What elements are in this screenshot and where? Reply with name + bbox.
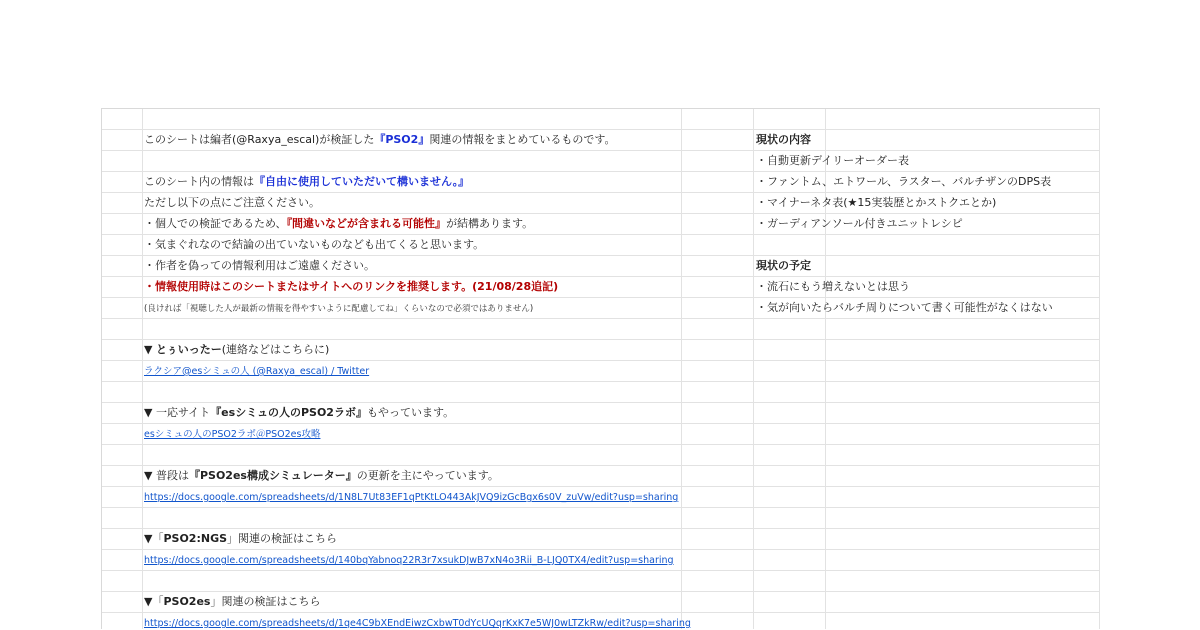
- sheet-cell[interactable]: [682, 193, 754, 213]
- cell-text-segment: 現状の内容: [756, 133, 811, 146]
- cell-text-segment: 現状の予定: [756, 259, 811, 272]
- sheet-cell[interactable]: [102, 319, 143, 339]
- sheet-cell[interactable]: [826, 487, 1100, 507]
- sheet-row: [102, 298, 1100, 319]
- sheet-cell[interactable]: [826, 445, 1100, 465]
- cell-text-segment: ・ファントム、エトワール、ラスター、バルチザンのDPS表: [756, 175, 1052, 188]
- cell-text-segment: PSO2:NGS: [163, 532, 228, 545]
- cell-text-segment: ▼: [144, 343, 156, 356]
- cell-text-segment: ただし以下の点にご注意ください。: [144, 196, 320, 209]
- sheet-row: [102, 256, 1100, 277]
- sheet-cell[interactable]: [102, 361, 143, 381]
- sheet-cell[interactable]: [682, 214, 754, 234]
- sheet-row: [102, 508, 1100, 529]
- cell-text-segment: ・情報使用時はこのシートまたはサイトへのリンクを推奨します。(21/08/28追記): [144, 280, 559, 293]
- cell-text-segment: このシートは編者(@Raxya_escal)が検証した: [144, 133, 375, 146]
- cell-text-left: [144, 256, 375, 276]
- cell-text-right: [756, 277, 910, 297]
- sheet-row: [102, 214, 1100, 235]
- sheet-cell[interactable]: [682, 487, 754, 507]
- cell-text-right: [756, 256, 811, 276]
- sheet-cell[interactable]: [102, 256, 143, 276]
- cell-text-left: [144, 592, 320, 612]
- sheet-cell[interactable]: [826, 130, 1100, 150]
- sheet-link[interactable]: esシミュの人のPSO2ラボ＠PSO2es攻略: [144, 429, 321, 440]
- sheet-row: [102, 382, 1100, 403]
- sheet-cell[interactable]: [826, 256, 1100, 276]
- cell-text-left: [144, 466, 499, 486]
- sheet-cell[interactable]: [102, 445, 143, 465]
- sheet-cell[interactable]: [826, 382, 1100, 402]
- sheet-cell[interactable]: [143, 109, 682, 129]
- sheet-row: [102, 361, 1100, 382]
- sheet-cell[interactable]: [754, 613, 826, 629]
- cell-text-segment: ・気が向いたらバルチ周りについて書く可能性がなくはない: [756, 301, 1053, 314]
- sheet-cell[interactable]: [754, 529, 826, 549]
- sheet-cell[interactable]: [102, 529, 143, 549]
- sheet-cell[interactable]: [102, 172, 143, 192]
- sheet-cell[interactable]: [682, 550, 754, 570]
- cell-text-right: [756, 214, 963, 234]
- sheet-cell[interactable]: [102, 109, 143, 129]
- sheet-cell[interactable]: [826, 109, 1100, 129]
- cell-text-left: [144, 130, 615, 150]
- sheet-cell[interactable]: [682, 151, 754, 171]
- sheet-link[interactable]: https://docs.google.com/spreadsheets/d/140bqYabnoq22R3r7xsukDJwB7xN4o3Rii_B-LJQ0TX4/edit?usp=sharing: [144, 555, 674, 566]
- sheet-cell[interactable]: [682, 613, 754, 629]
- sheet-row: [102, 613, 1100, 629]
- cell-text-segment: ・自動更新デイリーオーダー表: [756, 154, 910, 167]
- sheet-cell[interactable]: [826, 424, 1100, 444]
- cell-text-left: [144, 193, 320, 213]
- cell-text-segment: このシート内の情報は: [144, 175, 254, 188]
- sheet-cell[interactable]: [102, 466, 143, 486]
- sheet-row: [102, 466, 1100, 487]
- sheet-cell[interactable]: [102, 571, 143, 591]
- sheet-cell[interactable]: [682, 424, 754, 444]
- sheet-cell[interactable]: [754, 424, 826, 444]
- sheet-cell[interactable]: [102, 592, 143, 612]
- sheet-row: [102, 571, 1100, 592]
- cell-text-segment: ・ガーディアンソール付きユニットレシピ: [756, 217, 963, 230]
- sheet-cell[interactable]: [754, 235, 826, 255]
- sheet-cell[interactable]: [682, 445, 754, 465]
- sheet-cell[interactable]: [143, 382, 682, 402]
- cell-text-left: [144, 529, 337, 549]
- sheet-cell[interactable]: [754, 487, 826, 507]
- sheet-cell[interactable]: [682, 361, 754, 381]
- cell-text-segment: ・マイナーネタ表(★15実装歴とかストクエとか): [756, 196, 997, 209]
- sheet-cell[interactable]: [102, 151, 143, 171]
- sheet-cell[interactable]: [143, 571, 682, 591]
- sheet-cell[interactable]: [682, 172, 754, 192]
- cell-text-left: [144, 550, 674, 571]
- cell-text-left: [144, 277, 558, 297]
- sheet-cell[interactable]: [826, 613, 1100, 629]
- sheet-cell[interactable]: [754, 403, 826, 423]
- cell-text-segment: の更新を主にやっています。: [356, 469, 499, 482]
- cell-text-segment: 『自由に使用していただいて構いません。』: [254, 175, 470, 188]
- cell-text-left: [144, 487, 678, 508]
- sheet-cell[interactable]: [143, 508, 682, 528]
- sheet-cell[interactable]: [102, 550, 143, 570]
- cell-text-segment: 『esシミュの人のPSO2ラボ』: [210, 406, 367, 419]
- cell-text-segment: 『間違いなどが含まれる可能性』: [286, 217, 447, 230]
- sheet-cell[interactable]: [682, 529, 754, 549]
- sheet-cell[interactable]: [826, 529, 1100, 549]
- cell-text-left: [144, 340, 329, 360]
- cell-text-right: [756, 130, 811, 150]
- sheet-cell[interactable]: [682, 403, 754, 423]
- sheet-cell[interactable]: [826, 403, 1100, 423]
- sheet-cell[interactable]: [754, 319, 826, 339]
- cell-text-segment: ▼「: [144, 595, 164, 608]
- sheet-cell[interactable]: [754, 340, 826, 360]
- cell-text-segment: PSO2es: [163, 595, 211, 608]
- sheet-cell[interactable]: [682, 319, 754, 339]
- sheet-cell[interactable]: [102, 130, 143, 150]
- sheet-cell[interactable]: [682, 382, 754, 402]
- sheet-cell[interactable]: [102, 298, 143, 318]
- cell-text-right: [756, 172, 1051, 192]
- cell-text-left: [144, 613, 691, 629]
- sheet-row: [102, 235, 1100, 256]
- sheet-row: [102, 151, 1100, 172]
- sheet-cell[interactable]: [754, 445, 826, 465]
- cell-text-left: [144, 424, 320, 445]
- sheet-cell[interactable]: [102, 403, 143, 423]
- sheet-cell[interactable]: [682, 466, 754, 486]
- cell-text-left: [144, 298, 533, 319]
- sheet-cell[interactable]: [102, 382, 143, 402]
- sheet-cell[interactable]: [826, 361, 1100, 381]
- sheet-row: [102, 277, 1100, 298]
- sheet-cell[interactable]: [143, 151, 682, 171]
- sheet-link[interactable]: ラクシア@esシミュの人 (@Raxya_escal) / Twitter: [144, 366, 370, 377]
- sheet-cell[interactable]: [826, 319, 1100, 339]
- cell-text-left: [144, 214, 533, 234]
- cell-text-segment: ・作者を偽っての情報利用はご遠慮ください。: [144, 259, 375, 272]
- sheet-cell[interactable]: [754, 361, 826, 381]
- sheet-cell[interactable]: [102, 340, 143, 360]
- cell-text-right: [756, 151, 909, 171]
- cell-text-segment: とぅいったー: [155, 343, 222, 356]
- sheet-row: [102, 130, 1100, 151]
- sheet-row: [102, 445, 1100, 466]
- sheet-cell[interactable]: [143, 445, 682, 465]
- sheet-cell[interactable]: [102, 193, 143, 213]
- sheet-cell[interactable]: [826, 466, 1100, 486]
- sheet-cell[interactable]: [682, 592, 754, 612]
- sheet-row: [102, 424, 1100, 445]
- cell-text-segment: 」関連の検証はこちら: [210, 595, 321, 608]
- sheet-cell[interactable]: [826, 235, 1100, 255]
- sheet-cell[interactable]: [754, 109, 826, 129]
- sheet-row: [102, 193, 1100, 214]
- sheet-row: [102, 403, 1100, 424]
- sheet-link[interactable]: https://docs.google.com/spreadsheets/d/1N8L7Ut83EF1qPtKtLO443AkJVQ9izGcBgx6s0V_zuVw/edit?usp=sharing: [144, 492, 679, 503]
- sheet-row: [102, 319, 1100, 340]
- sheet-row: [102, 592, 1100, 613]
- sheet-row: [102, 172, 1100, 193]
- cell-text-segment: 」関連の検証はこちら: [227, 532, 338, 545]
- sheet-row: [102, 487, 1100, 508]
- sheet-row: [102, 340, 1100, 361]
- sheet-cell[interactable]: [682, 298, 754, 318]
- sheet-cell[interactable]: [754, 466, 826, 486]
- sheet-cell[interactable]: [826, 508, 1100, 528]
- sheet-cell[interactable]: [754, 571, 826, 591]
- sheet-cell[interactable]: [102, 277, 143, 297]
- cell-text-left: [144, 172, 469, 192]
- cell-text-segment: 『PSO2es構成シミュレーター』: [188, 469, 357, 482]
- cell-text-right: [756, 298, 1053, 318]
- cell-text-segment: (良ければ「視聴した人が最新の情報を得やすいように配慮してね」くらいなので必須ではありません): [144, 304, 534, 314]
- sheet-cell[interactable]: [682, 109, 754, 129]
- sheet-cell[interactable]: [102, 214, 143, 234]
- sheet-cell[interactable]: [682, 235, 754, 255]
- sheet-cell[interactable]: [102, 508, 143, 528]
- sheet-row: [102, 529, 1100, 550]
- cell-text-left: [144, 361, 369, 382]
- sheet-cell[interactable]: [102, 424, 143, 444]
- cell-text-segment: 『PSO2』: [374, 133, 430, 146]
- sheet-cell[interactable]: [826, 550, 1100, 570]
- sheet-cell[interactable]: [754, 592, 826, 612]
- sheet-cell[interactable]: [143, 319, 682, 339]
- cell-text-segment: が結構あります。: [446, 217, 534, 230]
- cell-text-segment: ・気まぐれなので結論の出ていないものなども出てくると思います。: [144, 238, 485, 251]
- cell-text-segment: ▼ 一応サイト: [144, 406, 211, 419]
- sheet-row: [102, 109, 1100, 130]
- spreadsheet-grid: [101, 108, 1100, 629]
- sheet-cell[interactable]: [682, 277, 754, 297]
- sheet-cell[interactable]: [754, 508, 826, 528]
- cell-text-segment: ▼「: [144, 532, 164, 545]
- sheet-cell[interactable]: [682, 571, 754, 591]
- sheet-cell[interactable]: [682, 130, 754, 150]
- sheet-cell[interactable]: [826, 340, 1100, 360]
- sheet-cell[interactable]: [102, 487, 143, 507]
- cell-text-segment: ・流石にもう増えないとは思う: [756, 280, 910, 293]
- cell-text-right: [756, 193, 996, 213]
- cell-text-segment: 関連の情報をまとめているものです。: [429, 133, 616, 146]
- sheet-cell[interactable]: [102, 613, 143, 629]
- sheet-cell[interactable]: [826, 592, 1100, 612]
- cell-text-left: [144, 403, 454, 423]
- sheet-cell[interactable]: [754, 382, 826, 402]
- sheet-row: [102, 550, 1100, 571]
- sheet-cell[interactable]: [682, 256, 754, 276]
- cell-text-segment: (連絡などはこちらに): [221, 343, 330, 356]
- sheet-link[interactable]: https://docs.google.com/spreadsheets/d/1qe4C9bXEndEiwzCxbwT0dYcUQqrKxK7e5WJ0wLTZkRw/edit?usp=sharing: [144, 618, 691, 629]
- cell-text-left: [144, 235, 484, 255]
- sheet-cell[interactable]: [826, 571, 1100, 591]
- cell-text-segment: ▼ 普段は: [144, 469, 189, 482]
- cell-text-segment: もやっています。: [366, 406, 455, 419]
- sheet-cell[interactable]: [754, 550, 826, 570]
- sheet-cell[interactable]: [682, 508, 754, 528]
- cell-text-segment: ・個人での検証であるため、: [144, 217, 287, 230]
- sheet-cell[interactable]: [102, 235, 143, 255]
- sheet-cell[interactable]: [682, 340, 754, 360]
